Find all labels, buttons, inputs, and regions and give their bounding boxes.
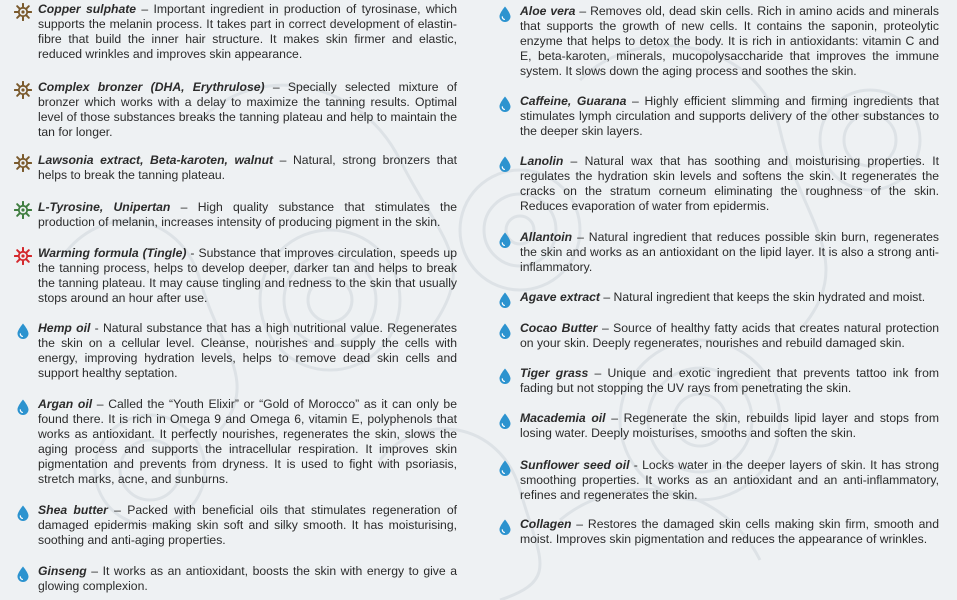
ingredient-text bbox=[520, 290, 939, 305]
water-drop-icon bbox=[14, 565, 32, 583]
green-sun-icon bbox=[14, 201, 32, 219]
brown-sun-icon bbox=[14, 154, 32, 172]
ingredient-entry bbox=[14, 153, 457, 183]
ingredient-description: Natural wax that has soothing and moisturising properties. It regulates the hydration skin levels and softens the skin. It regenerates the cracks on the stratum corneum eliminating the roughness of the skin. Reduces evaporation of water from epidermis. bbox=[520, 154, 939, 213]
ingredient-name: Lanolin bbox=[520, 154, 564, 168]
ingredient-entry bbox=[496, 366, 939, 396]
ingredient-separator: – bbox=[599, 290, 614, 304]
ingredient-text bbox=[38, 397, 457, 487]
ingredient-description: Natural substance that has a high nutritional value. Regenerates the skin on a cellular level. Cleanse, nourishes and supply the cells with energy, improving hydration levels, helps to remove dead skin cells and support healthy septation. bbox=[38, 321, 457, 380]
ingredient-text bbox=[520, 411, 939, 441]
ingredient-description: Called the “Youth Elixir” or “Gold of Morocco” as it can only be found there. It is rich in Omega 9 and Omega 6, vitamin E, polyphenols that works as antioxidant. It perfectly nourishes, regenerates the skin, slows the aging process and supports the intracellular respiration. It improves skin pigmentation and prevents from dryness. It is used to fight with psoriasis, stretch marks, acne, and sunburns. bbox=[38, 397, 457, 486]
ingredient-name: Copper sulphate bbox=[38, 2, 137, 16]
ingredient-text bbox=[38, 80, 457, 140]
ingredient-name: Allantoin bbox=[520, 230, 573, 244]
ingredient-text bbox=[520, 154, 939, 214]
ingredient-entry bbox=[14, 564, 457, 594]
ingredient-entry bbox=[14, 397, 457, 487]
ingredient-separator: - bbox=[629, 458, 643, 472]
ingredient-entry bbox=[14, 200, 457, 230]
ingredient-name: Argan oil bbox=[38, 397, 93, 411]
ingredient-description: Natural, strong bronzers that helps to break the tanning plateau. bbox=[38, 153, 457, 182]
ingredient-text bbox=[38, 503, 457, 548]
ingredient-name: Collagen bbox=[520, 517, 572, 531]
ingredient-separator: - bbox=[90, 321, 103, 335]
ingredient-name: Ginseng bbox=[38, 564, 87, 578]
ingredient-description: Packed with beneficial oils that stimulates regeneration of damaged epidermis making skin soft and silky smooth. It has moisturising, soothing and anti-aging properties. bbox=[38, 503, 457, 547]
ingredient-description: Source of healthy fatty acids that creates natural protection on your skin. Deeply regenerates, nourishes and rebuild damaged skin. bbox=[520, 321, 939, 350]
ingredient-separator: – bbox=[626, 94, 645, 108]
ingredient-entry bbox=[496, 411, 939, 441]
ingredient-separator: – bbox=[572, 230, 589, 244]
water-drop-icon bbox=[496, 518, 514, 536]
ingredient-name: Aloe vera bbox=[520, 4, 576, 18]
water-drop-icon bbox=[496, 367, 514, 385]
water-drop-icon bbox=[496, 322, 514, 340]
ingredient-entry bbox=[496, 230, 939, 275]
ingredient-text bbox=[38, 246, 457, 306]
ingredient-name: L-Tyrosine, Unipertan bbox=[38, 200, 171, 214]
ingredient-separator: – bbox=[273, 153, 293, 167]
ingredient-text bbox=[38, 2, 457, 62]
ingredient-description: Natural ingredient that reduces possible skin burn, regenerates the skin and works as an antioxidant on the lipid layer. It is also a strong anti-inflammatory. bbox=[520, 230, 939, 274]
ingredient-description: Important ingredient in production of tyrosinase, which supports the melanin process. It takes part in correct development of elastin-fibre that build the inner hair structure. It makes skin firmer and elastic, reduced wrinkles and improves skin appearance. bbox=[38, 2, 457, 61]
ingredient-description: Removes old, dead skin cells. Rich in amino acids and minerals that supports the growth of new cells. It contains the saponin, proteolytic enzyme that helps to detox the body. It is rich in antioxidants: vitamin C and E, beta-karoten, minerals, mucopolysaccharide that improves the immune system. It slows down the aging process and soothes the skin. bbox=[520, 4, 939, 78]
ingredient-description: Unique and exotic ingredient that prevents tattoo ink from fading but not stopping the UV rays from penetrating the skin. bbox=[520, 366, 940, 395]
ingredient-separator: – bbox=[597, 321, 614, 335]
ingredient-text bbox=[520, 4, 939, 79]
ingredient-entry bbox=[496, 4, 939, 79]
ingredient-entry bbox=[496, 290, 939, 305]
ingredient-description: Specially selected mixture of bronzer which works with a delay to maximize the tanning results. Optimal level of those substances breaks the tanning plateau and help to maintain the tan for longer. bbox=[38, 80, 457, 139]
ingredient-entry bbox=[496, 94, 939, 139]
brown-sun-icon bbox=[14, 3, 32, 21]
brown-sun-icon bbox=[14, 81, 32, 99]
ingredient-text bbox=[38, 200, 457, 230]
ingredient-description: It works as an antioxidant, boosts the skin with energy to give a glowing complexion. bbox=[38, 564, 457, 593]
water-drop-icon bbox=[496, 291, 514, 309]
ingredient-separator: – bbox=[264, 80, 288, 94]
water-drop-icon bbox=[496, 95, 514, 113]
ingredient-separator: – bbox=[170, 200, 198, 214]
ingredient-description: Regenerate the skin, rebuilds lipid layer and stops from losing water. Deeply moisturises, smooths and soften the skin. bbox=[520, 411, 939, 440]
ingredient-separator: – bbox=[575, 4, 591, 18]
ingredient-text bbox=[520, 321, 939, 351]
ingredient-separator: – bbox=[563, 154, 585, 168]
ingredient-name: Warming formula (Tingle) bbox=[38, 246, 187, 260]
ingredient-entry bbox=[496, 321, 939, 351]
water-drop-icon bbox=[496, 231, 514, 249]
ingredient-separator: – bbox=[605, 411, 624, 425]
water-drop-icon bbox=[14, 504, 32, 522]
ingredient-separator: – bbox=[136, 2, 154, 16]
ingredient-description: Natural ingredient that keeps the skin hydrated and moist. bbox=[613, 290, 926, 304]
ingredient-name: Complex bronzer (DHA, Erythrulose) bbox=[38, 80, 265, 94]
ingredient-name: Lawsonia extract, Beta-karoten, walnut bbox=[38, 153, 274, 167]
ingredient-separator: – bbox=[86, 564, 103, 578]
ingredient-name: Agave extract bbox=[520, 290, 600, 304]
ingredient-separator: – bbox=[107, 503, 128, 517]
ingredient-description: Substance that improves circulation, speeds up the tanning process, helps to develop deeper, darker tan and helps to break the tanning plateau. It may cause tingling and redness to the skin that usually stops around an hour after use. bbox=[38, 246, 457, 305]
ingredient-description: Locks water in the deeper layers of skin. It has strong smoothing properties. It works as an antioxidant and an anti-inflammatory, refines and regenerates the skin. bbox=[520, 458, 940, 502]
ingredient-name: Caffeine, Guarana bbox=[520, 94, 627, 108]
water-drop-icon bbox=[14, 322, 32, 340]
ingredient-description: High quality substance that stimulates the production of melanin, increases intensity of producing pigment in the skin. bbox=[38, 200, 458, 229]
ingredient-separator: – bbox=[571, 517, 588, 531]
ingredient-text bbox=[520, 230, 939, 275]
ingredient-text bbox=[520, 458, 939, 503]
ingredient-description: Highly efficient slimming and firming ingredients that stimulates lymph circulation and supports delivery of the other substances to the deeper skin layers. bbox=[520, 94, 939, 138]
ingredient-entry bbox=[496, 154, 939, 214]
ingredient-text bbox=[520, 517, 939, 547]
water-drop-icon bbox=[496, 459, 514, 477]
red-sun-icon bbox=[14, 247, 32, 265]
water-drop-icon bbox=[496, 5, 514, 23]
ingredient-name: Sunflower seed oil bbox=[520, 458, 630, 472]
water-drop-icon bbox=[14, 398, 32, 416]
ingredient-entry bbox=[496, 517, 939, 547]
ingredient-name: Tiger grass bbox=[520, 366, 589, 380]
ingredient-name: Shea butter bbox=[38, 503, 108, 517]
ingredient-name: Cocao Butter bbox=[520, 321, 598, 335]
ingredient-name: Macademia oil bbox=[520, 411, 606, 425]
ingredient-separator: - bbox=[186, 246, 199, 260]
ingredient-entry bbox=[14, 503, 457, 548]
ingredient-entry bbox=[14, 2, 457, 62]
ingredient-description: Restores the damaged skin cells making skin firm, smooth and moist. Improves skin pigmentation and reduces the appearance of wrinkles. bbox=[520, 517, 939, 546]
ingredient-name: Hemp oil bbox=[38, 321, 91, 335]
ingredient-entry bbox=[496, 458, 939, 503]
ingredient-text bbox=[38, 153, 457, 183]
ingredient-entry bbox=[14, 80, 457, 140]
ingredient-separator: – bbox=[588, 366, 608, 380]
ingredient-text bbox=[520, 94, 939, 139]
ingredient-text bbox=[38, 564, 457, 594]
water-drop-icon bbox=[496, 155, 514, 173]
ingredient-text bbox=[38, 321, 457, 381]
ingredient-entry bbox=[14, 321, 457, 381]
water-drop-icon bbox=[496, 412, 514, 430]
ingredient-separator: – bbox=[92, 397, 109, 411]
ingredient-text bbox=[520, 366, 939, 396]
ingredient-entry bbox=[14, 246, 457, 306]
